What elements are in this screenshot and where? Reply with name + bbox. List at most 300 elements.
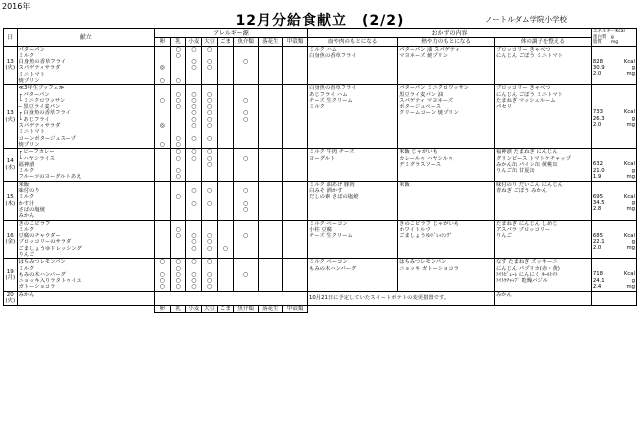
body-cell xyxy=(495,181,592,220)
allergen-mark: ○ xyxy=(175,258,181,266)
body-line: ブロッコリー きゃべつ xyxy=(496,85,551,92)
allergen-cell xyxy=(233,85,258,149)
allergen-cell xyxy=(283,220,308,259)
dish-list xyxy=(17,220,154,259)
blood-line: 白身魚の香草フライ xyxy=(309,85,357,92)
allergen-mark: ○ xyxy=(175,173,181,181)
day-date: 19 xyxy=(6,268,14,275)
allergen-mark xyxy=(186,78,201,84)
dish-list xyxy=(17,46,154,85)
allergen-mark: ○ xyxy=(206,187,213,195)
blood-line: 白身魚の香草フライ xyxy=(309,52,357,59)
blood-line: チーズ 生クリーム xyxy=(309,97,353,104)
dish-name: ミルク xyxy=(18,194,35,201)
allergen-cell xyxy=(258,46,283,85)
footer-allergen-egg: 卵 xyxy=(154,305,170,313)
allergen-mark xyxy=(186,174,201,180)
heat-header: 熱や力のもとになる xyxy=(398,38,495,46)
note-text: 10月21日に予定していたスイートポテトの変更措置です。 xyxy=(309,295,450,302)
allergen-cell xyxy=(154,291,307,305)
day-cell xyxy=(4,220,18,259)
body-line: たまねぎ マッシュルーム xyxy=(496,97,556,104)
allergen-milk: 乳 xyxy=(170,38,186,46)
allergen-soy: 大豆 xyxy=(202,38,218,46)
heat-line: マヨネーズ 焼プリン xyxy=(399,52,449,59)
energy-unit: mg xyxy=(626,71,635,78)
dish-name: はちみつレモンパン xyxy=(18,259,66,266)
school-name: ノートルダム学院小学校 xyxy=(485,15,567,24)
dish-name: 白身魚の香草フライ xyxy=(18,59,67,66)
allergen-mark xyxy=(202,174,217,180)
allergen-cell xyxy=(186,46,202,85)
dish-name: ─ 黒豆ライ麦パン xyxy=(18,104,61,111)
allergen-mark: ○ xyxy=(191,115,197,123)
allergen-cell xyxy=(170,46,186,85)
energy-value: 21.0 xyxy=(592,167,605,174)
day-row xyxy=(4,291,637,305)
allergen-mark: ○ xyxy=(175,148,181,156)
allergen-mark: ○ xyxy=(206,109,213,117)
allergen-mark: ○ xyxy=(243,232,249,240)
allergen-mark: ○ xyxy=(206,96,213,104)
allergen-mark: ○ xyxy=(191,58,197,66)
allergen-mark: ○ xyxy=(243,187,249,195)
allergen-cell xyxy=(233,259,258,291)
allergen-mark xyxy=(234,284,258,290)
energy-unit: g xyxy=(631,167,635,174)
allergen-cell xyxy=(283,181,308,220)
energy-value: 733 xyxy=(592,109,603,116)
dish-name: 焼プリン xyxy=(18,77,40,84)
allergen-mark xyxy=(283,213,307,219)
day-weekday: (金) xyxy=(5,239,16,246)
energy-cell xyxy=(591,259,636,291)
energy-unit: g xyxy=(631,200,635,207)
allergen-mark: ○ xyxy=(159,76,165,84)
energy-unit: Kcal xyxy=(623,58,635,65)
footer-allergen-soy: 大豆 xyxy=(202,305,218,313)
blood-header: 血や肉のもとになる xyxy=(308,38,398,46)
body-line: にんじん ごぼう ミニトマト xyxy=(496,91,563,98)
day-row xyxy=(4,149,637,181)
blood-line: ミルク xyxy=(309,104,325,111)
allergen-mark xyxy=(259,78,283,84)
allergen-mark: ○ xyxy=(175,140,181,148)
allergen-cell xyxy=(283,149,308,181)
allergen-cell xyxy=(283,259,308,291)
energy-cell xyxy=(591,291,636,305)
allergen-mark xyxy=(186,142,201,148)
allergen-mark: ○ xyxy=(191,244,197,252)
heat-line: きのこピラフ じゃがいも xyxy=(399,220,460,227)
heat-line: 米飯 xyxy=(399,181,410,188)
allergen-mark: ○ xyxy=(175,232,181,240)
allergen-mark xyxy=(218,213,233,219)
heat-line: 米飯 じゃがいも xyxy=(399,149,438,156)
allergen-mark xyxy=(218,142,233,148)
body-line: なす たまねぎ ズッキーニ xyxy=(496,259,558,266)
allergen-cell xyxy=(202,220,218,259)
allergen-mark xyxy=(186,252,201,258)
day-date: 13 xyxy=(6,110,14,117)
allergen-cell xyxy=(258,181,283,220)
ingredients-header: おかずの内容 xyxy=(308,29,592,38)
heat-line: ポタージュベース xyxy=(399,104,442,111)
allergen-cell xyxy=(186,259,202,291)
allergen-peanut: 落花生 xyxy=(258,38,283,46)
dish-name: スパゲティサラダ xyxy=(18,65,61,72)
allergen-mark: ○ xyxy=(175,96,181,104)
dish-name: 福神漬 xyxy=(18,161,35,168)
blood-line: 白みそ 酒かす xyxy=(309,188,343,195)
dish-name: みかん xyxy=(18,291,35,298)
day-cell xyxy=(4,46,18,85)
allergen-mark: ○ xyxy=(243,115,249,123)
allergen-mark: ○ xyxy=(159,258,165,266)
body-line: ﾄﾏﾄｹﾁｬｯﾌﾟ 乾燥バジル xyxy=(496,278,548,285)
dish-name: フルーツのヨーグルトあえ xyxy=(18,174,82,181)
day-row xyxy=(4,46,637,85)
allergen-mark xyxy=(259,174,283,180)
allergen-mark: ○ xyxy=(159,140,165,148)
body-cell xyxy=(495,220,592,259)
day-row xyxy=(4,85,637,149)
blood-cell xyxy=(308,46,398,85)
energy-row xyxy=(593,122,635,128)
allergen-cell xyxy=(258,259,283,291)
energy-value: 1.9 xyxy=(592,173,602,180)
allergen-mark: ○ xyxy=(206,238,213,246)
energy-value: 22.1 xyxy=(592,238,605,245)
allergen-mark xyxy=(283,252,307,258)
footer-allergen-wheat: 小麦 xyxy=(186,305,202,313)
energy-unit: Kcal xyxy=(623,109,635,116)
body-line: にんじん パプリカ(赤・黄) xyxy=(496,265,560,272)
allergen-mark xyxy=(234,252,258,258)
allergen-mark xyxy=(155,174,170,180)
energy-unit: Kcal xyxy=(623,232,635,239)
dish-name: ブロッコリーのサラダ xyxy=(18,239,72,246)
blood-line: ミルク 油あげ 豚肉 xyxy=(309,181,355,188)
dish-name: └ ハヤシライス xyxy=(18,155,55,162)
day-weekday: (火) xyxy=(5,116,16,123)
dish-name: 味付のり xyxy=(18,188,40,195)
allergen-mark xyxy=(259,213,283,219)
heat-line: スパゲティ マヨネーズ xyxy=(399,97,454,104)
allergen-cell xyxy=(170,85,186,149)
allergen-mark: ○ xyxy=(175,167,181,175)
dish-name: ≪3年生ブッフェ≫ xyxy=(18,85,65,92)
footer-allergen-milk: 乳 xyxy=(170,305,186,313)
allergen-mark: ○ xyxy=(206,90,213,98)
allergen-mark: ○ xyxy=(175,277,181,285)
allergen-mark: ○ xyxy=(206,103,213,111)
allergen-mark xyxy=(234,142,258,148)
allergen-mark: ○ xyxy=(191,90,197,98)
allergen-mark: ○ xyxy=(206,160,213,168)
day-weekday: (火) xyxy=(5,65,16,72)
blood-line: ミルク ハム xyxy=(309,46,338,53)
energy-unit: g xyxy=(631,238,635,245)
dish-name: かす汁 xyxy=(18,200,35,207)
body-line: アスパラ ブロッコリー xyxy=(496,226,551,233)
allergen-mark: ○ xyxy=(175,193,181,201)
allergen-cell xyxy=(258,149,283,181)
body-line: グリンピース トマトケチャップ xyxy=(496,155,571,162)
allergen-cell xyxy=(202,149,218,181)
energy-row xyxy=(593,206,635,212)
allergen-mark: ○ xyxy=(175,134,181,142)
allergen-cell xyxy=(154,149,170,181)
allergen-mark: ○ xyxy=(206,46,213,53)
day-date: 14 xyxy=(6,158,14,165)
day-cell xyxy=(4,291,18,305)
allergen-cell xyxy=(170,181,186,220)
energy-value: 26.3 xyxy=(592,115,605,122)
heat-line: カレールゥ ハヤシルゥ xyxy=(399,155,454,162)
allergen-mark xyxy=(234,78,258,84)
heat-cell xyxy=(398,259,495,291)
allergen-mark: ○ xyxy=(206,283,213,291)
dish-name: ミルク xyxy=(18,265,35,272)
dish-name: パターパン xyxy=(18,46,45,53)
heat-line: ホワイトルウ xyxy=(399,226,431,233)
allergen-mark xyxy=(234,174,258,180)
allergen-mark: ○ xyxy=(206,148,213,156)
blood-line: ミルク ベーコン xyxy=(309,259,348,266)
blood-line: もみの木ハンバーグ xyxy=(309,265,357,272)
allergen-cell xyxy=(233,46,258,85)
allergen-mark xyxy=(186,213,201,219)
allergen-mark: ○ xyxy=(175,270,181,278)
heat-cell xyxy=(398,149,495,181)
energy-value: 34.5 xyxy=(592,200,605,207)
allergen-mark: ○ xyxy=(206,64,213,72)
footer-allergen-seafood: 魚介類 xyxy=(233,305,258,313)
allergen-cell xyxy=(217,46,233,85)
allergen-cell xyxy=(233,149,258,181)
heat-cell xyxy=(398,220,495,259)
footer-allergen-sesame: ごま xyxy=(217,305,233,313)
allergen-mark: ○ xyxy=(159,96,165,104)
dish-name: ミニトマト xyxy=(18,129,46,136)
day-date: 16 xyxy=(6,232,14,239)
allergen-mark: ○ xyxy=(191,232,197,240)
energy-row xyxy=(593,245,635,251)
allergen-mark xyxy=(202,252,217,258)
dish-list xyxy=(17,259,154,291)
heat-cell xyxy=(398,85,495,149)
body-line: ﾄﾏﾄﾋﾟｭｰﾚ にんにく ﾎｰﾙﾄﾏﾄ xyxy=(496,271,558,278)
allergen-mark: ○ xyxy=(243,205,249,213)
body-cell xyxy=(495,46,592,85)
dish-name: きのこピラフ xyxy=(18,220,51,227)
allergen-mark: ○ xyxy=(191,46,197,53)
allergen-cell xyxy=(202,259,218,291)
energy-value: 2.8 xyxy=(592,206,602,213)
dish-name: みかん xyxy=(18,213,35,220)
allergen-cell xyxy=(217,181,233,220)
dish-name: もみの木ハンバーグ xyxy=(18,271,66,278)
body-line: 味付のり だいこん にんじん xyxy=(496,181,563,188)
allergen-cell xyxy=(217,220,233,259)
allergen-mark xyxy=(283,78,307,84)
blood-line: チーズ 生クリーム xyxy=(309,233,353,240)
footer-row xyxy=(4,305,637,313)
allergen-mark: ○ xyxy=(191,134,197,142)
energy-value: 2.0 xyxy=(592,245,602,252)
energy-unit: mg xyxy=(626,245,635,252)
allergen-cell xyxy=(258,220,283,259)
energy-row xyxy=(593,71,635,77)
allergen-cell xyxy=(233,181,258,220)
day-cell xyxy=(4,181,18,220)
allergen-mark: ○ xyxy=(175,225,181,233)
allergen-mark: ○ xyxy=(191,258,197,266)
allergen-mark: ○ xyxy=(206,122,213,130)
energy-unit: mg xyxy=(626,206,635,213)
blood-line: ミルク ベーコン xyxy=(309,220,348,227)
allergen-mark xyxy=(218,78,233,84)
allergen-mark: ○ xyxy=(243,199,249,207)
energy-header: エネルギーKcal 蛋白質 g 脂質 mg xyxy=(591,29,636,47)
allergen-mark xyxy=(283,284,307,290)
body-cell xyxy=(495,259,592,291)
allergen-sesame: ごま xyxy=(217,38,233,46)
heat-line: ニョッキ ガトーショコラ xyxy=(399,265,459,272)
allergen-mark: ○ xyxy=(206,258,213,266)
day-cell xyxy=(4,149,18,181)
energy-cell xyxy=(591,181,636,220)
header-row xyxy=(4,29,637,38)
blood-cell xyxy=(308,181,398,220)
dish-name: ごましょうゆドレッシング xyxy=(18,245,82,252)
allergen-mark: ○ xyxy=(206,277,213,285)
dish-name: 豆腐のチャウダー xyxy=(18,233,61,240)
allergen-wheat: 小麦 xyxy=(186,38,202,46)
blood-cell xyxy=(308,85,398,149)
allergen-egg: 卵 xyxy=(154,38,170,46)
allergen-mark: ○ xyxy=(159,270,165,278)
dish-name: ミニトマト xyxy=(18,71,46,78)
allergen-mark xyxy=(218,174,233,180)
allergen-mark: ○ xyxy=(191,109,197,117)
allergen-mark: ○ xyxy=(243,154,249,162)
energy-value: 685 xyxy=(592,232,603,239)
heat-cell xyxy=(398,181,495,220)
energy-value: 24.1 xyxy=(592,277,605,284)
dish-list xyxy=(17,181,154,220)
blood-cell xyxy=(308,149,398,181)
body-line: りんご xyxy=(496,233,512,240)
dish-name: コーンポタージュスープ xyxy=(18,135,76,142)
allergen-mark: ○ xyxy=(175,103,181,111)
dish-list xyxy=(17,291,154,305)
allergen-mark xyxy=(202,78,217,84)
allergen-mark: ◎ xyxy=(159,64,165,72)
allergen-crustacean: 甲殻類 xyxy=(283,38,308,46)
allergen-mark xyxy=(234,213,258,219)
allergen-mark: ○ xyxy=(206,154,213,162)
allergen-mark: ○ xyxy=(191,154,197,162)
heat-line: パターパン 油 スパゲティ xyxy=(399,46,461,53)
dish-name: さばの塩焼 xyxy=(18,206,46,213)
dish-name: ┌ ビーフカレー xyxy=(18,149,55,156)
allergen-mark: ○ xyxy=(243,96,249,104)
day-weekday: (水) xyxy=(5,164,16,171)
energy-value: 2.0 xyxy=(592,71,602,78)
energy-unit: Kcal xyxy=(623,271,635,278)
allergen-mark xyxy=(259,142,283,148)
allergen-mark: ○ xyxy=(222,244,228,252)
allergen-cell xyxy=(186,220,202,259)
allergen-cell xyxy=(217,259,233,291)
allergen-mark: ○ xyxy=(206,58,213,66)
body-line: りんご缶 甘夏缶 xyxy=(496,168,535,175)
energy-unit: Kcal xyxy=(623,161,635,168)
body-line: パセリ xyxy=(496,104,512,111)
body-line: みかん缶 パイン缶 黄桃缶 xyxy=(496,161,558,168)
dish-name: └ ミニクロワッサン xyxy=(18,97,66,104)
allergen-cell xyxy=(154,46,170,85)
blood-line: 小柱 豆腐 xyxy=(309,226,332,233)
allergen-mark: ○ xyxy=(206,270,213,278)
dish-name: スパゲティサラダ xyxy=(18,123,61,130)
allergen-mark: ○ xyxy=(191,187,197,195)
body-header: 体の調子を整える xyxy=(495,38,592,46)
day-date: 20 xyxy=(6,291,14,298)
energy-cell xyxy=(591,85,636,149)
allergen-mark xyxy=(259,252,283,258)
allergen-mark: ○ xyxy=(191,148,197,156)
body-line: ブロッコリー きゃべつ xyxy=(496,46,551,53)
allergen-cell xyxy=(283,85,308,149)
menu-header: 献立 xyxy=(17,29,154,47)
blood-line: あじフライ ハム xyxy=(309,91,348,98)
allergen-mark xyxy=(283,174,307,180)
dish-name: 米飯 xyxy=(18,181,30,188)
energy-value: 695 xyxy=(592,193,603,200)
allergen-mark: ○ xyxy=(243,58,249,66)
allergen-mark: ◎ xyxy=(159,122,165,130)
allergen-mark: ○ xyxy=(243,109,249,117)
dish-list xyxy=(17,149,154,181)
allergen-mark: ○ xyxy=(191,277,197,285)
dish-name: ┌ パターパン xyxy=(18,91,50,98)
energy-unit: mg xyxy=(626,283,635,290)
day-weekday: (火) xyxy=(5,298,16,305)
allergen-mark: ○ xyxy=(175,46,181,53)
allergen-mark xyxy=(259,284,283,290)
allergy-header: アレルギー源 xyxy=(154,29,307,38)
allergen-cell xyxy=(258,85,283,149)
allergen-cell xyxy=(154,181,170,220)
allergen-cell xyxy=(233,220,258,259)
allergen-mark: ○ xyxy=(191,96,197,104)
allergen-mark: ○ xyxy=(159,283,165,291)
energy-cell xyxy=(591,46,636,85)
allergen-cell xyxy=(202,181,218,220)
energy-unit: Kcal xyxy=(623,193,635,200)
energy-cell xyxy=(591,149,636,181)
energy-value: 2.0 xyxy=(592,121,602,128)
dish-name: ┌ 白身魚の香草フライ xyxy=(18,110,71,117)
dish-list xyxy=(17,85,154,149)
body-cell xyxy=(495,85,592,149)
dish-name: ミルク xyxy=(18,168,35,175)
allergen-mark: ○ xyxy=(206,134,213,142)
day-weekday: (月) xyxy=(5,275,16,282)
